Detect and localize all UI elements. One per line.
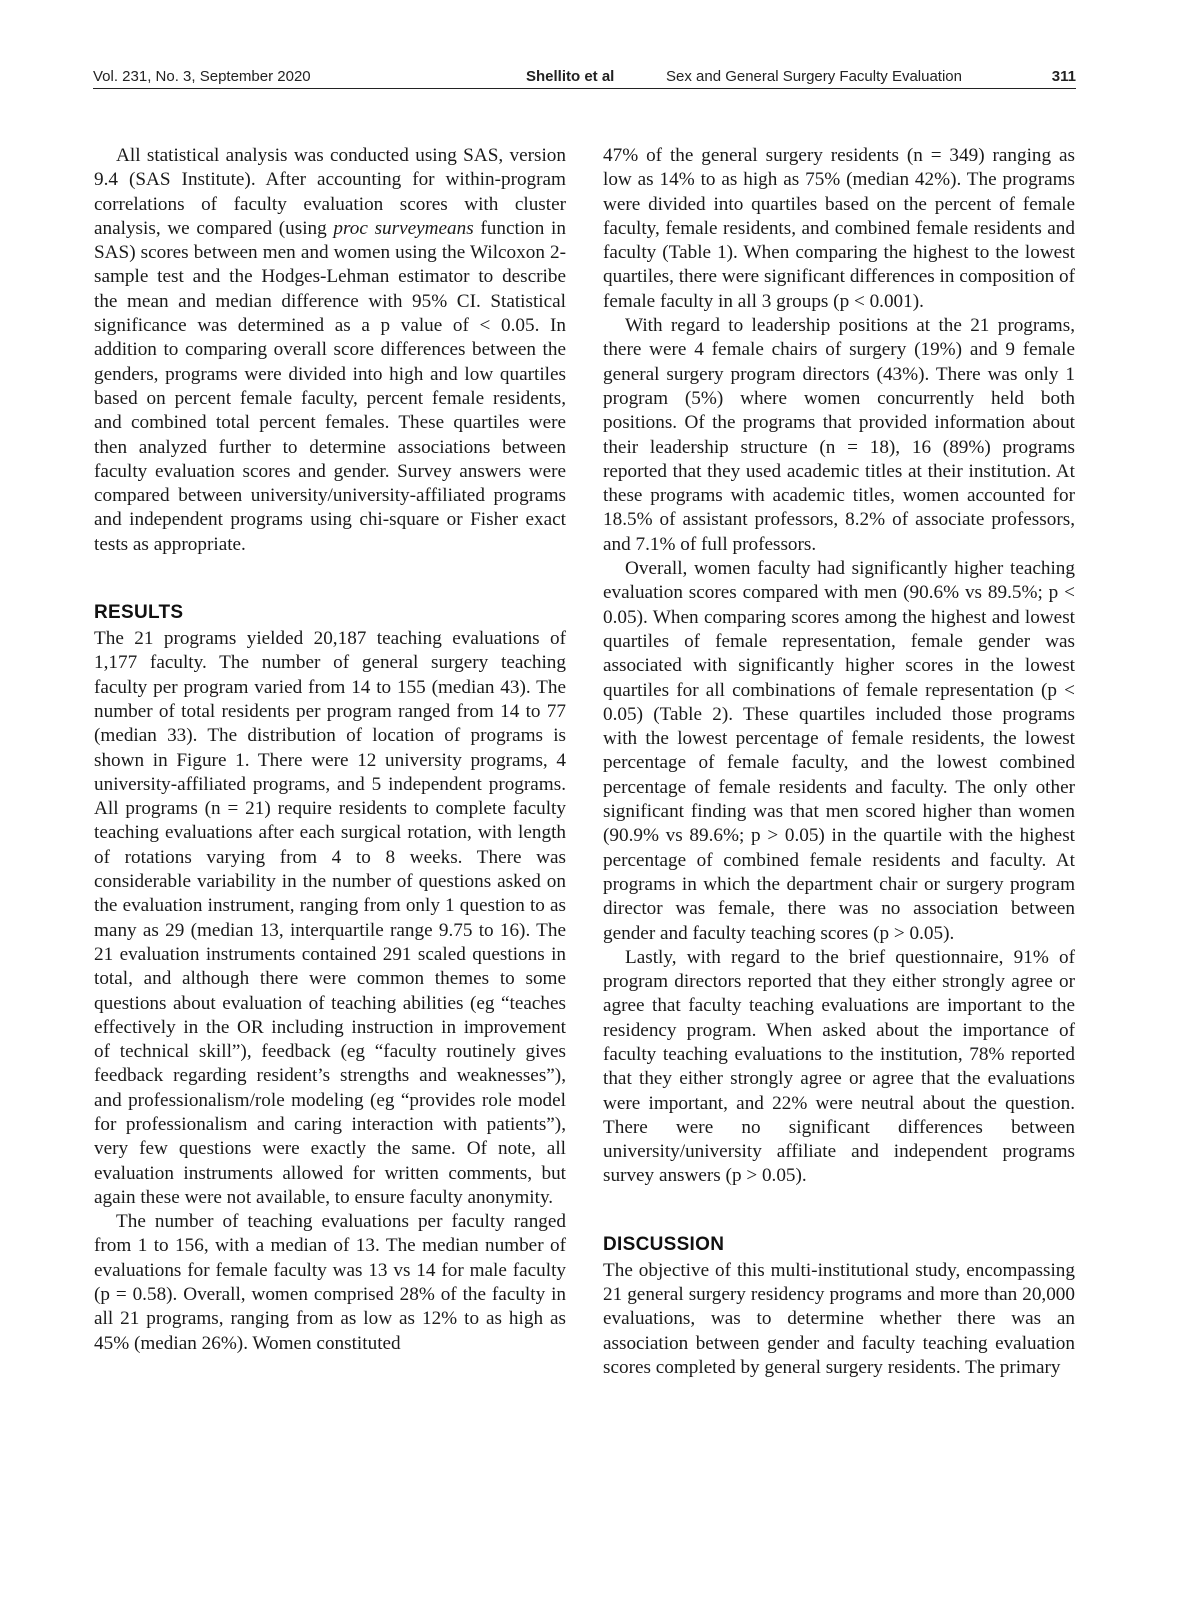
- discussion-heading: DISCUSSION: [603, 1233, 725, 1255]
- results-paragraph-5: Overall, women faculty had significantly higher teaching evaluation scores compared with men (90.6% vs 89.5%; p < 0.05). When comparing scores among the highest and lowest quartiles of female representation, female gender was associated with significantly higher scores in the lowest quartiles for all combinations of female representation (p < 0.05) (Table 2). These quartiles included those programs with the lowest percentage of female residents, the lowest percentage of female faculty, and the lowest combined percentage of female residents and faculty. The only other significant finding was that men scored higher than women (90.9% vs 89.6%; p > 0.05) in the quartile with the highest percentage of combined female residents and faculty. At programs in which the department chair or surgery program director was female, there was no association between gender and faculty teaching scores (p > 0.05).: [603, 558, 1075, 944]
- results-paragraph-3: 47% of the general surgery residents (n = 349) ranging as low as 14% to as high as 75% (median 42%). The programs were divided into quartiles based on the percent of female faculty, female residents, and combined female residents and faculty (Table 1). When comparing the highest to the lowest quartiles, there were significant differences in composition of female faculty in all 3 groups (p < 0.001).: [603, 145, 1075, 312]
- page-number: 311: [1051, 68, 1076, 85]
- results-paragraph-1: The 21 programs yielded 20,187 teaching evaluations of 1,177 faculty. The number of general surgery teaching faculty per program varied from 14 to 155 (median 43). The number of total residents per program ranged from 14 to 77 (median 33). The distribution of location of programs is shown in Figure 1. There were 12 university programs, 4 university-affiliated programs, and 5 independent programs. All programs (n = 21) require residents to complete faculty teaching evaluations after each surgical rotation, with length of rotations varying from 4 to 8 weeks. There was considerable variability in the number of questions asked on the evaluation instrument, ranging from only 1 question to as many as 29 (median 13, interquartile range 9.75 to 16). The 21 evaluation instruments contained 291 scaled questions in total, and although there were common themes to some questions about evaluation of teaching abilities (eg “teaches effectively in the OR including instruction in improvement of technical skill”), feedback (eg “faculty routinely gives feedback regarding resident’s strengths and weaknesses”), and professionalism/role modeling (eg “provides role model for professionalism and caring interaction with patients”), very few questions were exactly the same. Of note, all evaluation instruments allowed for written comments, but again these were not available, to ensure faculty anonymity.: [94, 628, 566, 1208]
- running-authors: Shellito et al: [526, 68, 615, 85]
- methods-statistics-paragraph: All statistical analysis was conducted using SAS, version 9.4 (SAS Institute). After accounting for within-program correlations of faculty evaluation scores with cluster analysis, we compared (using proc surveymeans function in SAS) scores between men and women using the Wilcoxon 2-sample test and the Hodges-Lehman estimator to describe the mean and median difference with 95% CI. Statistical significance was determined as a p value of < 0.05. In addition to comparing overall score differences between the genders, programs were divided into high and low quartiles based on percent female faculty, percent female residents, and combined total percent females. These quartiles were then analyzed further to determine associations between faculty evaluation scores and gender. Survey answers were compared between university/university-affiliated programs and independent programs using chi-square or Fisher exact tests as appropriate.: [94, 145, 566, 555]
- results-paragraph-6: Lastly, with regard to the brief questionnaire, 91% of program directors reported that they either strongly agree or agree that faculty teaching evaluations are important to the residency program. When asked about the importance of faculty teaching evaluations to the institution, 78% reported that they either strongly agree or agree that the evaluations were important, and 22% were neutral about the question. There were no significant differences between university/university affiliate and independent programs survey answers (p > 0.05).: [603, 946, 1075, 1187]
- results-paragraph-2: The number of teaching evaluations per faculty ranged from 1 to 156, with a median of 13. The median number of evaluations for female faculty was 13 vs 14 for male faculty (p = 0.58). Overall, women comprised 28% of the faculty in all 21 programs, ranging from as low as 12% to as high as 45% (median 26%). Women constituted: [94, 1211, 566, 1354]
- proc-name: proc surveymeans: [333, 217, 474, 239]
- left-column: [94, 144, 566, 1356]
- running-title: Sex and General Surgery Faculty Evaluation: [666, 68, 962, 85]
- journal-volume: Vol. 231, No. 3, September 2020: [93, 68, 311, 85]
- right-column: [603, 144, 1075, 1380]
- results-paragraph-4: With regard to leadership positions at the 21 programs, there were 4 female chairs of surgery (19%) and 9 female general surgery program directors (43%). There was only 1 program (5%) where women concurrently held both positions. Of the programs that provided information about their leadership structure (n = 18), 16 (89%) programs reported that they used academic titles at their institution. At these programs with academic titles, women accounted for 18.5% of assistant professors, 8.2% of associate professors, and 7.1% of full professors.: [603, 315, 1075, 555]
- running-header: [93, 66, 1076, 89]
- discussion-paragraph-1: The objective of this multi-institutional study, encompassing 21 general surgery residency programs and more than 20,000 evaluations, was to determine whether there was an association between gender and faculty teaching evaluation scores completed by general surgery residents. The primary: [603, 1259, 1075, 1378]
- results-heading: RESULTS: [94, 602, 184, 624]
